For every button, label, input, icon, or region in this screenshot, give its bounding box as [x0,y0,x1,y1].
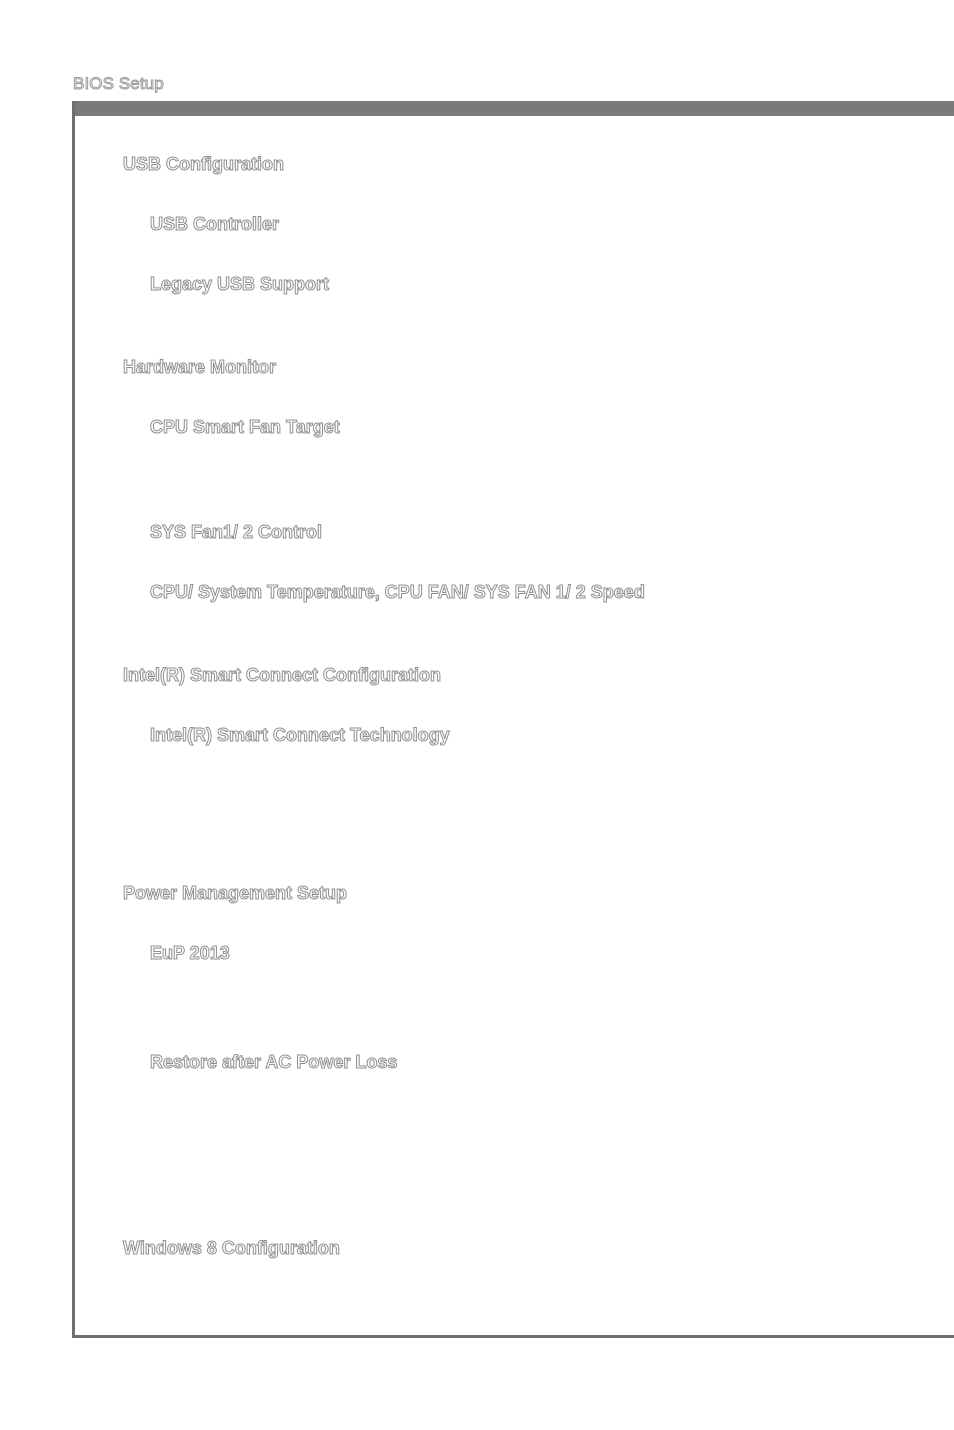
page-header: BIOS Setup [73,74,164,93]
header-bar [73,101,954,116]
section-smart-connect-configuration: Intel(R) Smart Connect Configuration [123,665,441,685]
item-restore-after-ac-power-loss: Restore after AC Power Loss [150,1052,398,1072]
item-legacy-usb-support: Legacy USB Support [150,274,330,294]
item-eup-2013: EuP 2013 [150,943,230,963]
item-temperature-fan-speed: CPU/ System Temperature, CPU FAN/ SYS FAN 1/ 2 Speed [150,582,645,602]
item-sys-fan-control: SYS Fan1/ 2 Control [150,522,323,542]
item-smart-connect-technology: Intel(R) Smart Connect Technology [150,725,450,745]
section-hardware-monitor: Hardware Monitor [123,357,277,377]
section-windows-8-configuration: Windows 8 Configuration [123,1238,340,1258]
left-rule [72,101,75,1338]
bottom-rule [72,1335,954,1338]
section-usb-configuration: USB Configuration [123,154,284,174]
item-cpu-smart-fan-target: CPU Smart Fan Target [150,417,340,437]
section-power-management-setup: Power Management Setup [123,883,348,903]
item-usb-controller: USB Controller [150,214,280,234]
